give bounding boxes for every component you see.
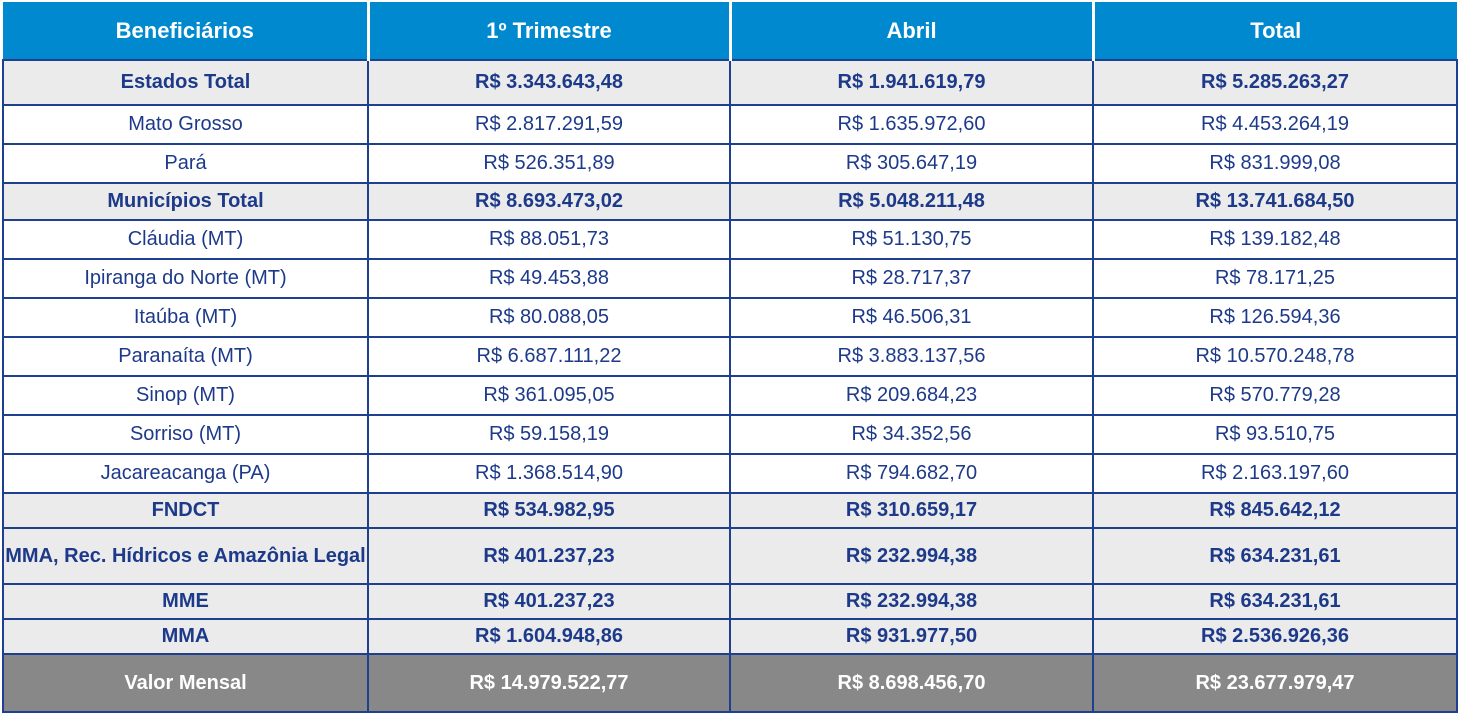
april-cell: R$ 310.659,17 [730, 493, 1093, 528]
total-row [3, 654, 1457, 712]
table-row [3, 220, 1457, 259]
total-cell: R$ 634.231,61 [1093, 584, 1457, 619]
april-cell: R$ 232.994,38 [730, 528, 1093, 584]
april-cell: R$ 1.941.619,79 [730, 60, 1093, 105]
april-cell: R$ 34.352,56 [730, 415, 1093, 454]
table-row [3, 298, 1457, 337]
table-row [3, 105, 1457, 144]
total-cell: R$ 2.163.197,60 [1093, 454, 1457, 493]
total-cell: R$ 139.182,48 [1093, 220, 1457, 259]
april-cell: R$ 28.717,37 [730, 259, 1093, 298]
subtotal-row [3, 584, 1457, 619]
subtotal-row [3, 619, 1457, 654]
subtotal-row [3, 493, 1457, 528]
total-cell: R$ 78.171,25 [1093, 259, 1457, 298]
total-cell: R$ 570.779,28 [1093, 376, 1457, 415]
table-body [3, 60, 1457, 712]
subtotal-row [3, 528, 1457, 584]
q1-cell: R$ 401.237,23 [368, 584, 730, 619]
total-cell: R$ 4.453.264,19 [1093, 105, 1457, 144]
table-row [3, 415, 1457, 454]
april-cell: R$ 232.994,38 [730, 584, 1093, 619]
april-cell: R$ 3.883.137,56 [730, 337, 1093, 376]
april-cell: R$ 46.506,31 [730, 298, 1093, 337]
april-cell: R$ 305.647,19 [730, 144, 1093, 183]
table-row [3, 337, 1457, 376]
beneficiary-cell: Jacareacanga (PA) [3, 454, 368, 493]
beneficiary-cell: Municípios Total [3, 183, 368, 220]
total-cell: R$ 2.536.926,36 [1093, 619, 1457, 654]
beneficiary-cell: Ipiranga do Norte (MT) [3, 259, 368, 298]
april-cell: R$ 51.130,75 [730, 220, 1093, 259]
q1-cell: R$ 401.237,23 [368, 528, 730, 584]
total-cell: R$ 13.741.684,50 [1093, 183, 1457, 220]
header-1-trimestre: 1º Trimestre [368, 2, 730, 60]
total-cell: R$ 831.999,08 [1093, 144, 1457, 183]
subtotal-row [3, 60, 1457, 105]
beneficiary-cell: MMA, Rec. Hídricos e Amazônia Legal [3, 528, 368, 584]
table-row [3, 144, 1457, 183]
q1-cell: R$ 59.158,19 [368, 415, 730, 454]
total-cell: R$ 634.231,61 [1093, 528, 1457, 584]
q1-cell: R$ 1.604.948,86 [368, 619, 730, 654]
table-row [3, 454, 1457, 493]
q1-cell: R$ 88.051,73 [368, 220, 730, 259]
q1-cell: R$ 14.979.522,77 [368, 654, 730, 712]
total-cell: R$ 5.285.263,27 [1093, 60, 1457, 105]
q1-cell: R$ 3.343.643,48 [368, 60, 730, 105]
q1-cell: R$ 361.095,05 [368, 376, 730, 415]
beneficiary-cell: Pará [3, 144, 368, 183]
total-cell: R$ 845.642,12 [1093, 493, 1457, 528]
beneficiary-cell: FNDCT [3, 493, 368, 528]
header-beneficiarios: Beneficiários [3, 2, 368, 60]
april-cell: R$ 1.635.972,60 [730, 105, 1093, 144]
q1-cell: R$ 49.453,88 [368, 259, 730, 298]
header-total: Total [1093, 2, 1457, 60]
beneficiary-cell: Itaúba (MT) [3, 298, 368, 337]
header-row [3, 2, 1457, 60]
beneficiary-cell: Cláudia (MT) [3, 220, 368, 259]
april-cell: R$ 794.682,70 [730, 454, 1093, 493]
q1-cell: R$ 8.693.473,02 [368, 183, 730, 220]
q1-cell: R$ 80.088,05 [368, 298, 730, 337]
april-cell: R$ 931.977,50 [730, 619, 1093, 654]
table-row [3, 376, 1457, 415]
beneficiary-cell: Sorriso (MT) [3, 415, 368, 454]
q1-cell: R$ 6.687.111,22 [368, 337, 730, 376]
beneficiary-cell: Estados Total [3, 60, 368, 105]
q1-cell: R$ 526.351,89 [368, 144, 730, 183]
total-cell: R$ 93.510,75 [1093, 415, 1457, 454]
total-cell: R$ 10.570.248,78 [1093, 337, 1457, 376]
beneficiary-cell: Sinop (MT) [3, 376, 368, 415]
april-cell: R$ 5.048.211,48 [730, 183, 1093, 220]
beneficiary-cell: MMA [3, 619, 368, 654]
beneficiary-cell: Mato Grosso [3, 105, 368, 144]
april-cell: R$ 8.698.456,70 [730, 654, 1093, 712]
april-cell: R$ 209.684,23 [730, 376, 1093, 415]
header-abril: Abril [730, 2, 1093, 60]
q1-cell: R$ 1.368.514,90 [368, 454, 730, 493]
q1-cell: R$ 534.982,95 [368, 493, 730, 528]
q1-cell: R$ 2.817.291,59 [368, 105, 730, 144]
beneficiaries-table [2, 2, 1458, 713]
beneficiary-cell: Valor Mensal [3, 654, 368, 712]
beneficiary-cell: Paranaíta (MT) [3, 337, 368, 376]
subtotal-row [3, 183, 1457, 220]
total-cell: R$ 23.677.979,47 [1093, 654, 1457, 712]
table-row [3, 259, 1457, 298]
beneficiary-cell: MME [3, 584, 368, 619]
total-cell: R$ 126.594,36 [1093, 298, 1457, 337]
